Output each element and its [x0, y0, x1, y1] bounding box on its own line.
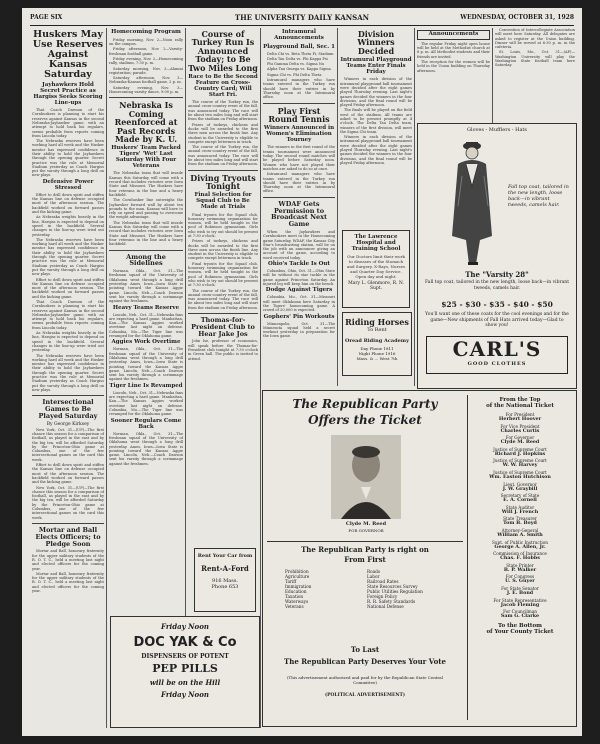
article-text: [263, 295, 335, 312]
riding-sub: To Rent: [367, 327, 387, 333]
paragraph: As Nebraska weights heavily in the line, Harqiss is expected to depend on speed in the backfield. Several changes in the line-up were tried out yesterday.: [32, 215, 104, 237]
divider: [32, 395, 104, 396]
column-4: [263, 28, 335, 383]
paragraph: When the Jayhawkers and Cornhuskers meet in the Homecoming game Saturday, WDAF, the Kansas City Star's broadcasting station, will be on the job with an announcer giving an account of the game, according to word received today.: [263, 229, 335, 260]
column-rule: [337, 28, 338, 386]
intramural-sub: Playground Ball, Sec. 1: [263, 43, 335, 50]
headline-sidelines: Among the Sidelines: [126, 252, 166, 268]
article-text: [109, 171, 183, 246]
ticket-head: From the Top: [499, 397, 541, 403]
pep-pills: PEP PILLS: [152, 662, 218, 675]
paragraph: New York, Oct. 31—(UP)—The first chance this season for a comparison of football, as played in the east and by the big ten, will be afforded Saturday by the Princeton-Ohio game at Columbus, one of the few intersectional games on the card this week.: [32, 427, 104, 462]
paragraph: Effort to drill down spirit and stiffen the Kansas line on defense occupied most of the afternoon session. The backfield worked on forward passes and the kicking game.: [32, 277, 104, 299]
byline: By George Kirksey: [46, 421, 90, 427]
ad-closing: You'll want one of these coats for the cool evenings and for the game—New shipments of Fall Hats arrived today—Glad to show you!: [425, 312, 569, 328]
ticket-candidate: William A. Smith: [497, 531, 543, 538]
ticket-office: State Auditor: [505, 504, 535, 510]
ticket-office: Lieut. Governor: [503, 481, 537, 487]
paragraph: Winners in each division of the intramural playground ball tournament were decided after the eight games played Thursday evening. Last night's games decided the winners in the four divisions, and the final round will be played Friday afternoon.: [340, 77, 412, 108]
paragraph: Norman, Okla., Oct. 31—The freshman squad of the University of Oklahoma went through a long drill yesterday. Ames, Iowa—Iowa State is pointing toward the Kansas Aggie game. Lincoln, Neb.—Coach Dawson sent his varsity through a scrimmage against the freshmen.: [109, 347, 183, 382]
carls-tagline: GOOD CLOTHES: [467, 361, 527, 367]
man-in-coat-illustration: [436, 136, 506, 266]
ticket-candidate: U. S. Guyer: [505, 578, 535, 585]
paragraph: Effort to drill down spirit and stiffen the Kansas line on defense occupied most of the afternoon session. The backfield worked on forward passes and the kicking game.: [32, 463, 104, 485]
article-text: [32, 549, 104, 593]
paragraph: The reception for the women will be held in the Union building on Thursday afternoon.: [417, 59, 490, 73]
carls-ad: [417, 123, 577, 389]
ticket-candidate: J. W. Graybill: [502, 485, 538, 492]
paragraph: The regular Friday night open house will be held at the Methodist church at 8 p. m. All Methodist students and their friends are invited.: [417, 41, 490, 59]
riding-day-phone: Day Phone 1811: [360, 346, 394, 351]
divider: [267, 541, 463, 542]
rent-name: Rent-A-Ford: [201, 564, 249, 573]
column-7: [495, 28, 575, 123]
ticket-office: Secretary of State: [500, 493, 540, 499]
paragraph: Winners in each division of the intramural playground ball tournament were decided after the eight games played Thursday evening. Last night's games decided the winners in the four divisions, and the final round will be played Friday afternoon.: [340, 135, 412, 165]
divider: [188, 170, 258, 171]
ticket-office: For Congress: [505, 574, 535, 580]
article-text: [188, 339, 258, 360]
subhead-division: Intramural Playground Teams Enter Finals Friday: [340, 57, 412, 76]
subhead-dodge: Dodge Against Tigers: [265, 287, 333, 294]
paragraph: The winners in the first round of the tennis tournament were announced today. The second round matches will be played before Saturday noon. Women who have not played their matches are asked to do so at once.: [263, 145, 335, 171]
headline-diving: Diving Tryouts Tonight: [190, 172, 256, 191]
ticket-office: Attorney-General: [501, 527, 539, 533]
paragraph: Prizes of turkeys, chickens and ducks will be awarded to the first three men across the finish line. Any student in the University is eligible to compete except lettermen in track.: [188, 239, 258, 261]
ticket-candidate: Charles Curtis: [500, 427, 540, 434]
divider: [109, 97, 183, 98]
headline-huskers: Huskers May Use Reserves Against Kansas Saturday: [32, 29, 104, 80]
article-text: [109, 269, 183, 303]
candidate-office: FOR GOVERNOR: [348, 528, 384, 533]
ticket-office: State Printer: [506, 562, 534, 568]
article-text: [263, 322, 335, 339]
issue: Tariff: [285, 579, 297, 584]
subhead-heavy-teams: Heavy Teams Reserve: [112, 304, 180, 311]
program-item: Friday evening, Nov. 2—Homecoming rally, stadium, 7:30 p. m.: [109, 56, 183, 66]
column-rule: [106, 28, 107, 728]
issue: Veterans: [285, 604, 304, 609]
column-3: [188, 28, 258, 546]
paragraph: Final tryouts for the Squad club, honorary swimming organization for women, will be held tonight in the pool of Robinson gymnasium. Girls who wish to try out should be present at 7:30 o'clock.: [188, 212, 258, 238]
subhead-diving: Final Selection for Squad Club to Be Made at Trials: [194, 192, 252, 211]
schedule-item: Delta Chi vs. Beta Theta Pi, Stadium: [267, 51, 334, 56]
paragraph: The Nebraska team that will invade Kansas this Saturday will come with a record that includes victories over Iowa State and Missouri. The Huskers have four veterans in the line and a heavy backfield.: [109, 220, 183, 247]
rent-title: Rent Your Car from: [197, 553, 253, 559]
ticket-office: For Vice President: [500, 423, 540, 429]
paragraph: Effort to drill down spirit and stiffen the Kansas line on defense occupied most of the afternoon session. The backfield worked on forward passes and the kicking game.: [32, 192, 104, 215]
paragraph: St. Louis, Mo., Oct. 31—(AP)—Washington University will play the Washington State football team here Saturday.: [495, 50, 575, 68]
paragraph: That Coach Dawson of the Cornhuskers is planning to start his reserves against Kansas in the second Nebraska-Jayhawker game, with an attempt to hold back his regulars, seems probable from reports coming from Lincoln today.: [32, 108, 104, 138]
paragraph: Norman, Okla., Oct. 31—The freshman squad of the University of Oklahoma went through a long drill yesterday. Ames, Iowa—Iowa State is pointing toward the Kansas Aggie game. Lincoln, Neb.—Coach Dawson sent his varsity through a scrimmage against the freshmen.: [109, 431, 183, 466]
doc-yak-ad: [110, 616, 260, 728]
ticket-candidate: J. E. Bond: [506, 589, 534, 596]
right-on-heading: The Republican Party is right on: [301, 545, 429, 554]
from-first: From First: [344, 555, 386, 564]
issue: Agriculture: [285, 574, 310, 579]
paragraph: Norman, Okla., Oct. 31—The freshman squad of the University of Oklahoma went through a long drill yesterday. Ames, Iowa—Iowa State is pointing toward the Kansas Aggie game. Lincoln, Neb.—Coach Dawson sent his varsity through a scrimmage against the freshmen.: [109, 269, 183, 304]
paragraph: Columbus, Ohio, Oct. 31—Ohio State will be without its star tackle in the game against Princeton Saturday. An injured leg will keep him on the bench.: [263, 269, 335, 286]
article-text: [188, 100, 258, 166]
riding-address-1: Mass. & ...: [356, 356, 379, 361]
paragraph: Lincoln, Neb., Oct. 31—Nebraska fans are expecting a hard game. Manhattan, Kan.—The Kansas Aggies worked overtime last night on defense. Columbia, Mo.—The Tiger line was revamped for the Oklahoma game.: [109, 312, 183, 339]
issue: State Resources Survey: [367, 584, 418, 589]
candidate-name: Clyde M. Reed: [345, 521, 387, 527]
page-number: PAGE SIX: [30, 14, 63, 21]
paragraph: Mortar and Ball, honorary fraternity for the upper military students of the R. O. T. C., held a meeting last night and elected officers for the coming year.: [32, 549, 104, 571]
ticket-foot: To the Bottom: [498, 622, 542, 629]
announcements-title: Announcements: [417, 30, 490, 40]
paragraph: Prizes of turkeys, chickens and ducks will be awarded to the first three men across the finish line. Any student in the University is eligible to compete except lettermen in track.: [188, 122, 258, 144]
newspaper-page: [22, 8, 582, 736]
subhead-ohio: Ohio's Tackle Is Out: [268, 261, 330, 268]
paragraph: The Cornhusker line outweighs the Jayhawker forward wall by about ten pounds to the man. Kansas will have to rely on speed and passing to overcome the weight advantage.: [109, 198, 183, 220]
ticket-office: For State Representative: [493, 597, 547, 603]
dispensers-line: DISPENSERS OF POTENT: [141, 653, 229, 660]
announcements: [417, 28, 490, 123]
paragraph: The course of the Turkey run, the annual cross-country event of the fall, was announced today. The race will be about two miles long and will start from the stadium on Friday afternoon.: [188, 145, 258, 167]
issue: R. R. Safety Standards: [367, 599, 416, 604]
paragraph: New York, Oct. 31—(UP)—The first chance this season for a comparison of football, as played in the east and by the big ten, will be afforded Saturday by the Princeton-Ohio game at Columbus, one of the few intersectional games on the card this week.: [32, 485, 104, 520]
paragraph: Intramural managers who have teams entered in the Turkey run should have their entries in by Thursday noon at the Intramural office.: [263, 78, 335, 100]
paragraph: The course of the Turkey run, the annual cross-country event of the fall, was announced today. The race will be about two miles long and will start from the stadium on Friday afternoon.: [188, 288, 258, 310]
riding-ad: [342, 312, 412, 376]
headline-nebraska: Nebraska Is Coming Reenforced at Past Records Made by K. U.: [114, 100, 178, 144]
intramural-schedule: [263, 52, 335, 100]
issue-date: WEDNESDAY, OCTOBER 31, 1928: [460, 14, 574, 21]
issue: National Defense: [367, 604, 404, 609]
article-text: [263, 230, 335, 260]
issue: Roads: [367, 569, 381, 574]
article-text: [340, 77, 412, 165]
column-1: [32, 28, 104, 728]
on-the-hill: will be on the Hill: [149, 678, 221, 687]
issue: Foreign Policy: [367, 594, 398, 599]
carls-logo: CARL'S: [452, 337, 542, 361]
ticket-office: Justice of Supreme Court: [493, 446, 547, 452]
paragraph: The Nebraska reserves have been working hard all week and the Husker mentor has expressed confidence in their ability to hold the Jayhawkers through the opening quarter. Secret practice was the rule at Memorial Stadium yesterday as Coach Hargiss put the varsity through a long drill on new plays.: [32, 237, 104, 277]
program-list: [109, 38, 183, 95]
paragraph: Intramural managers who have teams entered in the Turkey run should have their entries in by Thursday noon at the Intramural office.: [263, 172, 335, 194]
ticket-office: For President: [505, 412, 535, 417]
subhead-sooner: Sooner Regulars Come Back: [110, 417, 182, 430]
paragraph: As Nebraska weights heavily in the line, Harqiss is expected to depend on speed in the backfield. Several changes in the line-up were tried out yesterday.: [32, 331, 104, 353]
article-text: [263, 269, 335, 286]
paragraph: Final tryouts for the Squad club, honorary swimming organization for women, will be held tonight in the pool of Robinson gymnasium. Girls who wish to try out should be present at 7:30 o'clock.: [188, 261, 258, 288]
issue: Immigration: [285, 584, 312, 589]
issues-right: [367, 569, 463, 609]
paragraph: Convention of Intercollegiate Association will meet here Saturday. All delegates are asked to register at the Union building. Dinner will be served at 6:30 p. m. in the cafeteria.: [495, 28, 575, 50]
subhead-jayhawkers: Jayhawkers Hold Secret Practice as Hargiss Seeks Scoring Line-ups: [33, 81, 103, 106]
doc-yak-name: DOC YAK & Co: [133, 635, 237, 650]
issue: Public Utilities Regulation: [367, 589, 423, 594]
intramural-head: Intramural Announcements: [274, 29, 324, 41]
ticket-candidate: Tom B. Boyd: [503, 520, 537, 527]
ad-varsity-28: The "Varsity 28": [465, 270, 529, 279]
ticket-candidate: Sam G. Clarke: [500, 613, 540, 620]
paragraph: Mortar and Ball, honorary fraternity for the upper military students of the R. O. T. C., held a meeting last night and elected officers for the coming year.: [32, 571, 104, 594]
paragraph: John Ise, professor of economics, will speak before the Thomas-for-President club tonight at 7:30 o'clock in Green hall. The public is invited to attend.: [188, 339, 258, 361]
ticket-office: For Councilman: [503, 609, 537, 615]
paragraph: That Coach Dawson of the Cornhuskers is planning to start his reserves against Kansas in the second Nebraska-Jayhawker game, with an attempt to hold back his regulars, seems probable from reports coming from Lincoln today.: [32, 300, 104, 330]
ticket-office: Supt. of Public Instruction: [491, 539, 548, 545]
ticket-candidate: E. A. Cornell: [503, 497, 537, 504]
headline-mortar: Mortar and Ball Elects Officers; to Pledge Soon: [35, 525, 101, 548]
subhead-aggies: Aggies Work Overtime: [111, 339, 181, 346]
rent-phone: Phone 653: [211, 584, 239, 590]
friday-noon-top: Friday Noon: [161, 622, 209, 631]
article-text: [263, 145, 335, 193]
divider: [263, 103, 335, 104]
article-text: [109, 313, 183, 339]
issue: Railroad Rates: [367, 579, 399, 584]
ad-gloves-line: Gloves - Mufflers - Hats: [466, 127, 527, 133]
headline-thomas: Thomas-for-President Club to Hear Jake Jos: [191, 316, 255, 338]
ticket-office: Commission of Insurance: [493, 551, 547, 557]
headline-division: Division Winners Decided: [357, 29, 395, 56]
ticket-list: [467, 395, 572, 720]
ticket-head-2: of the National Ticket: [486, 403, 554, 409]
ticket-candidate: Wm. Easton Hutchison: [489, 473, 551, 480]
riding-academy: Oread Riding Academy: [344, 338, 409, 344]
ticket-office: Justice of Supreme Court: [493, 458, 547, 464]
schedule-item: Alpha Tau Omega vs. Kappa Sigma: [267, 67, 331, 72]
ticket-candidate: B. P. Walker: [503, 566, 537, 573]
subhead-huskers-team: Huskers' Team Packed Tigers' 'Wet' Last Saturday With Four Veterans: [111, 145, 181, 170]
ticket-candidate: Jacob Fleming: [500, 601, 540, 608]
article-text: [32, 108, 104, 178]
hospital-text: Our Doctors limit their work to diseases of the Stomach and Surgery. X-Rays, Nurses and Quarter Day Service. Open day and night.: [347, 254, 405, 280]
schedule-item: Phi Gamma Delta vs. Sigma Nu: [267, 62, 325, 67]
republican-title-2: Offers the Ticket: [308, 413, 422, 427]
ticket-candidate: Clyde M. Reed: [500, 439, 540, 446]
subhead-tennis: Winners Announced in Women's Elimination Tourney: [263, 125, 335, 144]
ad-prices: $25 - $30 - $35 - $40 - $50: [441, 300, 553, 309]
headline-turkey-run: Course of Turkey Run Is Announced Today; to Be Two Miles Long: [188, 29, 258, 73]
paragraph: Lincoln, Neb., Oct. 31—Nebraska fans are expecting a hard game. Manhattan, Kan.—The Kansas Aggies worked overtime last night on defense. Columbia, Mo.—The Tiger line was revamped for the Oklahoma game.: [109, 390, 183, 417]
headline-intersectional: Intersectional Games to Be Played Saturday: [38, 398, 98, 420]
candidate-portrait: [331, 435, 401, 519]
ticket-candidate: Chas. F. Hobbs: [500, 555, 540, 562]
ticket-entries: [468, 412, 572, 620]
riding-night-phone: Night Phone 1916: [358, 351, 396, 356]
republican-ad: [262, 390, 577, 727]
schedule-item: Delta Tau Delta vs. Phi Kappa Psi: [267, 56, 328, 61]
ticket-candidate: George A. Allen, Jr.: [494, 543, 546, 550]
riding-address-2: West 7th: [379, 356, 398, 361]
column-rule: [414, 28, 415, 386]
issue: Waterways: [285, 599, 309, 604]
ticket-candidate: W. W. Harvey: [502, 462, 538, 469]
column-5: [340, 28, 412, 228]
divider: [263, 197, 335, 198]
carls-logo-box: [426, 336, 568, 374]
program-item: Saturday afternoon, Nov. 3—Nebraska-Kansas football game, 2 p. m.: [109, 76, 183, 85]
article-text: [32, 428, 104, 520]
issue: Labor: [367, 574, 380, 579]
program-item: Saturday evening, Nov. 3—Homecoming varsity dance, 9:00 p. m.: [109, 85, 183, 95]
article-text: [109, 347, 183, 381]
issue: Taxation: [285, 594, 304, 599]
ticket-candidate: Herbert Hoover: [498, 416, 542, 422]
issues-left: [285, 569, 365, 609]
ticket-office: For State Senator: [501, 585, 539, 591]
article-text: [109, 432, 183, 466]
article-text: [109, 391, 183, 417]
program-item: Friday afternoon, Nov. 2—Varsity-freshman football game.: [109, 47, 183, 56]
page-header: [30, 12, 574, 24]
disclaimer: (This advertisement authorized and paid for by the Republican State Central Committee): [287, 675, 443, 685]
to-last: To Last: [350, 645, 380, 654]
hospital-title: The Lawrence Hospital and Training School: [351, 234, 401, 252]
subhead-tiger-line: Tiger Line Is Revamped: [109, 382, 183, 389]
issue: Education: [285, 589, 307, 594]
ticket-office: For Governor: [505, 435, 535, 441]
paragraph: Minneapolis, Oct. 31—The Minnesota squad held a secret workout yesterday in preparation for the Iowa game.: [263, 321, 335, 339]
ticket-candidate: Richard J. Hopkins: [494, 450, 546, 457]
divider: [188, 313, 258, 314]
ad-script-blurb: Fall top coat, tailored in the new length, loose back—in vibrant tweeds, camels hair.: [508, 184, 569, 208]
program-item: Saturday morning, Nov. 3—Alumni registration; parade.: [109, 66, 183, 75]
riding-address: [343, 356, 411, 361]
subhead-turkey-run: Race to Be the Second Feature on Cross-Country Card; Will Start Fri.: [188, 73, 258, 99]
paragraph: The course of the Turkey run, the annual cross-country event of the fall, was announced today. The race will be about two miles long and will start from the stadium on Friday afternoon.: [188, 100, 258, 122]
article-text: [495, 28, 575, 68]
paragraph: The finals will be played on the field west of the stadium. All teams are asked to be present promptly at 4 o'clock. The Delta Tau Delta team, winners of the first division, will meet the Sigma Chi team.: [340, 108, 412, 134]
column-rule: [260, 28, 261, 728]
hospital-ad: [342, 230, 410, 308]
headline-tennis: Play First Round Tennis: [268, 105, 330, 124]
deserves-vote: The Republican Party Deserves Your Vote: [284, 657, 446, 666]
article-text: [32, 193, 104, 392]
subhead-defensive: Defensive Power Stressed: [42, 178, 94, 191]
column-2: [109, 28, 183, 611]
republican-title: The Republican Party: [292, 397, 438, 411]
masthead: THE UNIVERSITY DAILY KANSAN: [234, 13, 370, 22]
subhead-gophers: Gophers' Pin Workouts: [263, 313, 335, 320]
ticket-foot-2: of Your County Ticket: [486, 628, 554, 635]
header-rule: [30, 25, 574, 26]
paragraph: The Nebraska team that will invade Kansas this Saturday will come with a record that includes victories over Iowa State and Missouri. The Huskers have four veterans in the line and a heavy backfield.: [109, 171, 183, 197]
ad-description: Fall top coat, tailored in the new length, loose back—in vibrant tweeds, camels hair.: [424, 280, 570, 291]
rent-a-ford-ad: [194, 548, 256, 612]
issue: Prohibition: [285, 569, 309, 574]
program-item: Friday morning, Nov. 2—Noon rally on the campus.: [109, 37, 183, 47]
riding-title: Riding Horses: [345, 317, 409, 327]
headline-wdaf: WDAF Gets Permission to Broadcast Next Game: [270, 199, 328, 229]
column-rule: [492, 28, 493, 136]
rent-address: 916 Mass.: [212, 578, 238, 584]
friday-noon-bottom: Friday Noon: [161, 690, 209, 699]
paragraph: The Nebraska reserves have been working hard all week and the Husker mentor has expressed confidence in their ability to hold the Jayhawkers through the opening quarter. Secret practice was the rule at Memorial Stadium yesterday as Coach Hargiss put the varsity through a long drill on new plays.: [32, 353, 104, 392]
paragraph: Columbia, Mo., Oct. 31—Missouri will meet Oklahoma here Saturday in the Tigers' homecoming game. A crowd of 20,000 is expected.: [263, 295, 335, 313]
schedule-item: Sigma Chi vs. Phi Delta Theta: [267, 72, 322, 77]
hospital-contact: Mary L. Glenmore, R. N. Supt.: [348, 281, 404, 292]
ticket-office: Justice of Supreme Court: [493, 469, 547, 475]
article-text: [188, 213, 258, 311]
divider: [109, 250, 183, 251]
political-advertisement: (POLITICAL ADVERTISEMENT): [325, 693, 405, 698]
ticket-office: State Treasurer: [503, 516, 537, 522]
ticket-candidate: Will J. French: [501, 508, 539, 515]
program-title: Homecoming Program: [111, 29, 181, 35]
announcements-text: [417, 42, 490, 73]
paragraph: The Nebraska reserves have been working hard all week and the Husker mentor has expressed confidence in their ability to hold the Jayhawkers through the opening quarter. Secret practice was the rule at Memorial Stadium yesterday as Coach Hargiss put the varsity through a long drill on new plays.: [32, 139, 104, 178]
divider: [32, 523, 104, 524]
